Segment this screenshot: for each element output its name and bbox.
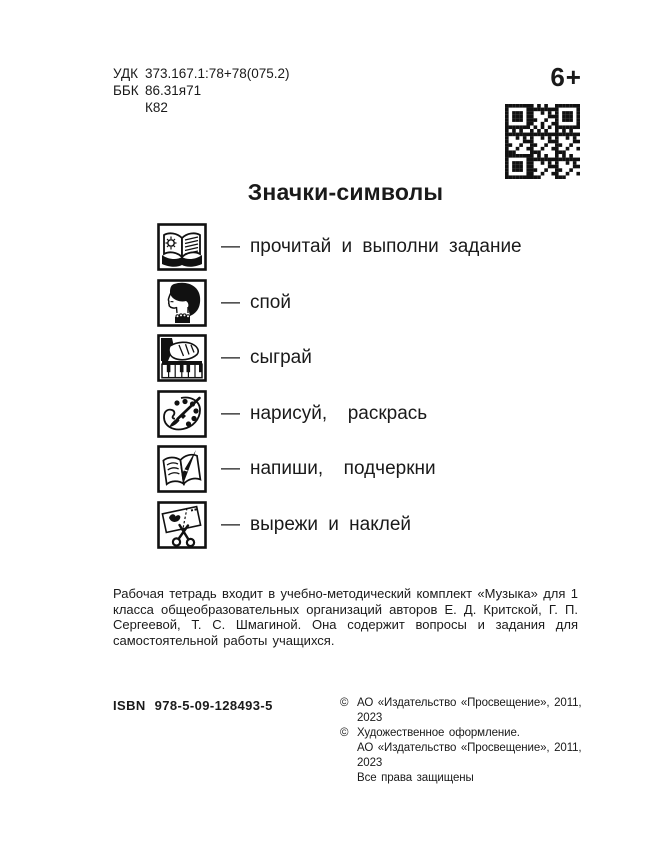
udk-label: УДК bbox=[113, 66, 138, 81]
annotation-text: Рабочая тетрадь входит в учебно-методический комплект «Музыка» для 1 класса общеобразовательных организаций авторов Е. Д. Критской, Г. П. Сергеевой, Т. С. Шмагиной. Она содержит вопросы и задания для самостоятельной работы учащихся. bbox=[113, 586, 578, 648]
page-title: Значки-символы bbox=[247, 179, 444, 205]
palette-brush-icon bbox=[157, 390, 207, 438]
copyright-block bbox=[340, 696, 585, 786]
legend-row bbox=[157, 444, 522, 494]
legend-label: сыграй bbox=[250, 347, 312, 368]
legend-dash: — bbox=[221, 347, 240, 368]
notebook-pen-icon bbox=[157, 445, 207, 493]
copyright-line: АО «Издательство «Просвещение», 2011, 2023 bbox=[357, 742, 582, 769]
scissors-paper-icon bbox=[157, 501, 207, 549]
symbols-legend bbox=[157, 222, 522, 555]
legend-row bbox=[157, 278, 522, 328]
legend-dash: — bbox=[221, 513, 240, 535]
legend-row bbox=[157, 222, 522, 272]
legend-row bbox=[157, 389, 522, 439]
hand-piano-icon bbox=[157, 334, 207, 382]
legend-dash: — bbox=[221, 236, 240, 257]
copyright-line: Все права защищены bbox=[357, 772, 474, 784]
legend-label: нарисуй, раскрась bbox=[250, 402, 428, 424]
legend-label: прочитай и выполни задание bbox=[250, 236, 522, 257]
udk-value: 373.167.1:78+78(075.2) bbox=[145, 66, 290, 81]
singing-child-icon bbox=[157, 279, 207, 327]
bibliographic-block bbox=[113, 65, 290, 116]
author-code: К82 bbox=[145, 100, 168, 115]
age-rating-badge: 6+ bbox=[550, 62, 582, 92]
legend-label: вырежи и наклей bbox=[250, 513, 412, 535]
qr-code-icon bbox=[505, 104, 580, 179]
bbk-label: ББК bbox=[113, 83, 139, 98]
legend-label: спой bbox=[250, 291, 291, 313]
open-book-sun-icon bbox=[157, 223, 207, 271]
legend-row bbox=[157, 500, 522, 550]
legend-dash: — bbox=[221, 402, 240, 424]
copyright-symbol: © bbox=[340, 697, 349, 709]
copyright-line: АО «Издательство «Просвещение», 2011, 2023 bbox=[357, 697, 582, 724]
isbn-label: ISBN bbox=[113, 698, 146, 713]
legend-label: напиши, подчеркни bbox=[250, 458, 436, 479]
legend-dash: — bbox=[221, 291, 240, 313]
copyright-line: Художественное оформление. bbox=[357, 727, 520, 739]
isbn-value: 978-5-09-128493-5 bbox=[154, 698, 273, 713]
copyright-symbol: © bbox=[340, 727, 349, 739]
isbn-line bbox=[113, 698, 273, 713]
legend-row bbox=[157, 333, 522, 383]
bbk-value: 86.31я71 bbox=[145, 83, 202, 98]
legend-dash: — bbox=[221, 458, 240, 479]
